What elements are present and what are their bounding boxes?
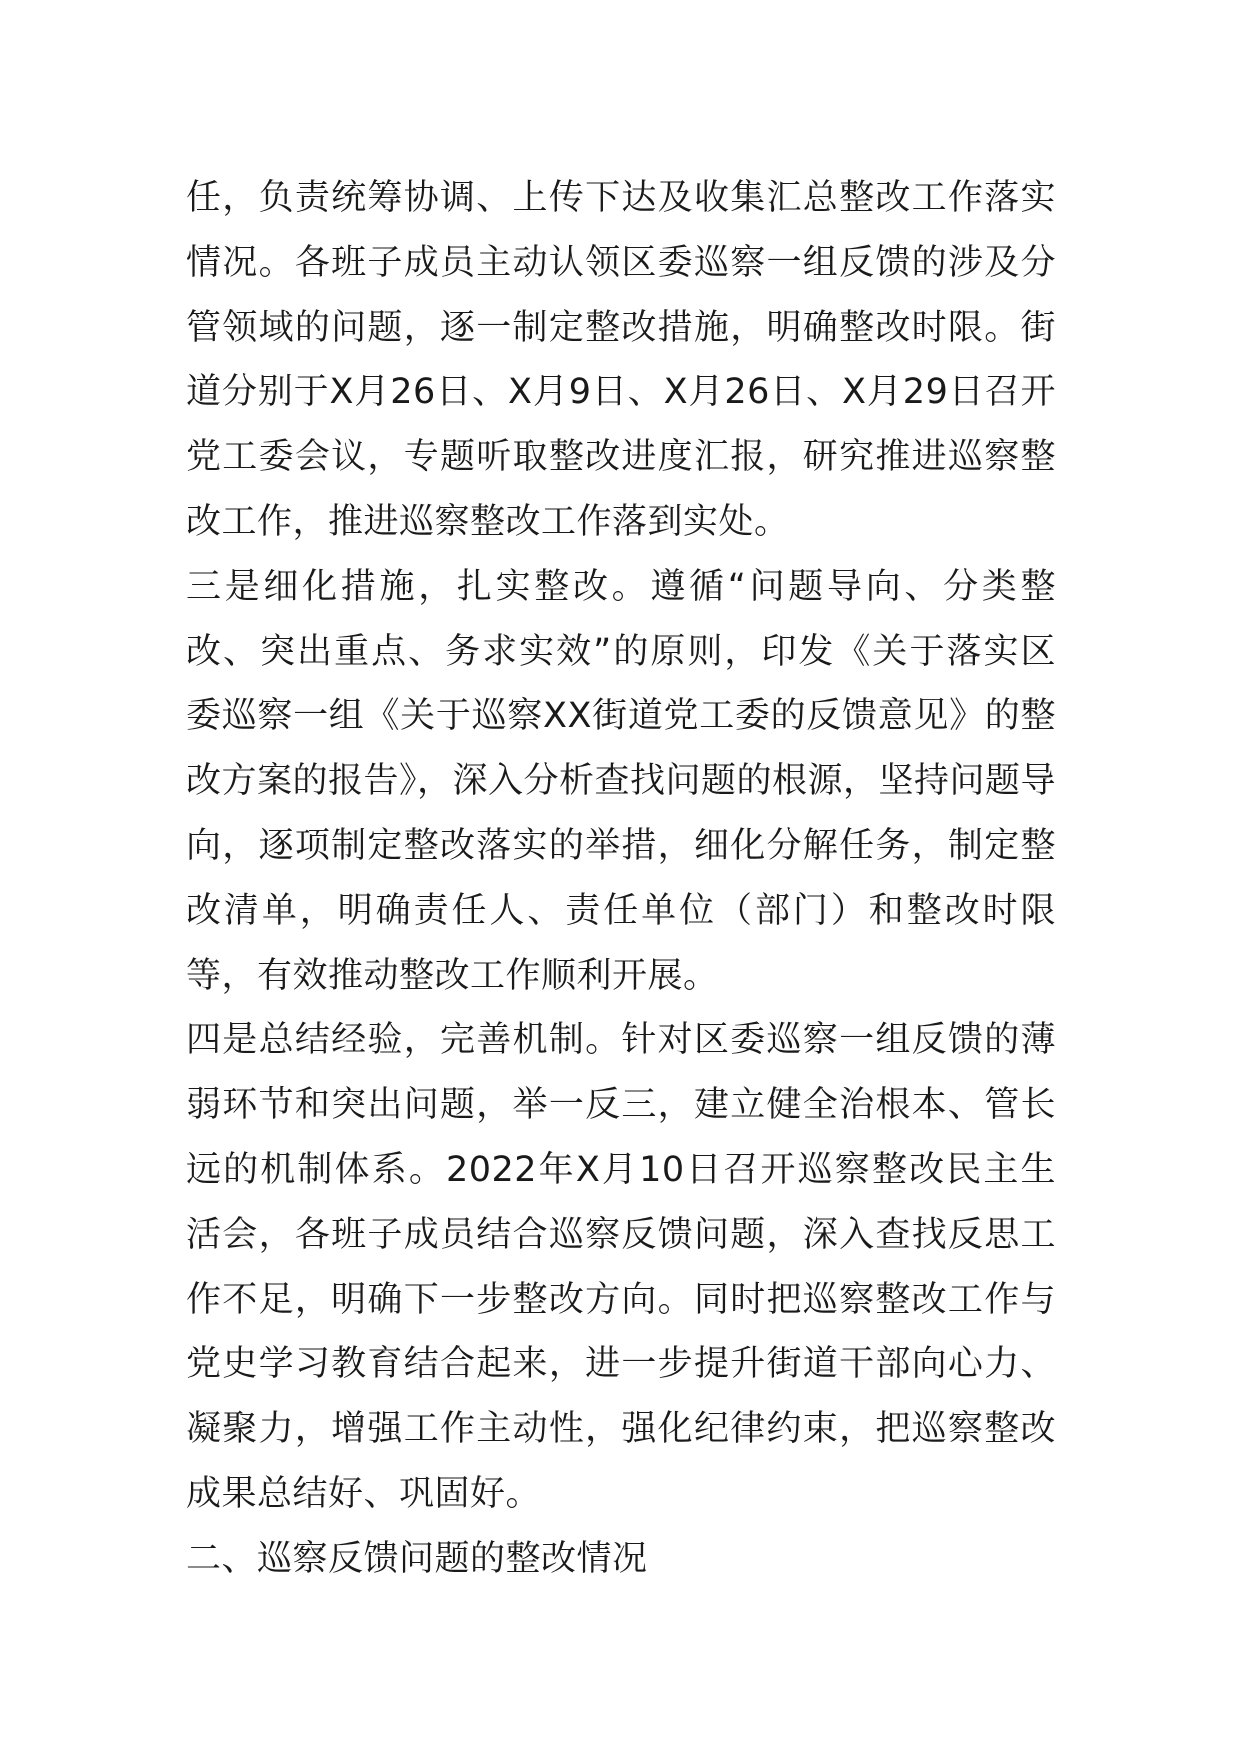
paragraph-continuation: 任，负责统筹协调、上传下达及收集汇总整改工作落实情况。各班子成员主动认领区委巡察一组反馈的涉及分管领域的问题，逐一制定整改措施，明确整改时限。街道分别于X月26日、X月9日、X月26日、X月29日召开党工委会议，专题听取整改进度汇报，研究推进巡察整改工作，推进巡察整改工作落到实处。 <box>186 178 1056 542</box>
section-heading: 二、巡察反馈问题的整改情况 <box>186 1538 648 1579</box>
paragraph-experience: 四是总结经验，完善机制。针对区委巡察一组反馈的薄弱环节和突出问题，举一反三，建立健全治根本、管长远的机制体系。2022年X月10日召开巡察整改民主生活会，各班子成员结合巡察反馈问题，深入查找反思工作不足，明确下一步整改方向。同时把巡察整改工作与党史学习教育结合起来，进一步提升街道干部向心力、凝聚力，增强工作主动性，强化纪律约束，把巡察整改成果总结好、巩固好。 <box>186 1020 1056 1514</box>
paragraph-measures: 三是细化措施，扎实整改。遵循“问题导向、分类整改、突出重点、务求实效”的原则，印发《关于落实区委巡察一组《关于巡察XX街道党工委的反馈意见》的整改方案的报告》，深入分析查找问题的根源，坚持问题导向，逐项制定整改落实的举措，细化分解任务，制定整改清单，明确责任人、责任单位（部门）和整改时限等，有效推动整改工作顺利开展。 <box>186 566 1057 996</box>
document-body <box>186 166 1056 1592</box>
